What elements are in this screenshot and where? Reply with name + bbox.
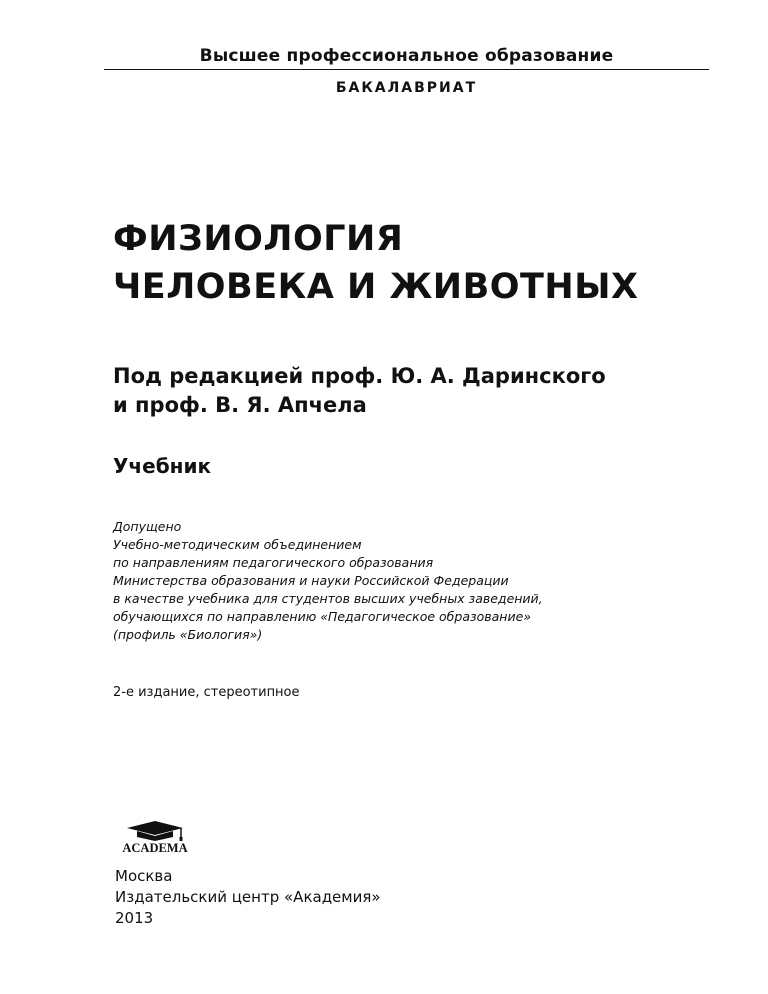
approval-line: по направлениям педагогического образования [113,555,434,570]
approval-notice [113,518,543,644]
edition-note: 2-е издание, стереотипное [113,685,300,700]
editors-line-1: Под редакцией проф. Ю. А. Даринского [113,364,606,388]
publisher-logo [113,820,197,860]
approval-line: Министерства образования и науки Российской Федерации [113,573,509,588]
editors [113,362,606,420]
editors-line-2: и проф. В. Я. Апчела [113,393,367,417]
publisher-logo-text: ACADEMA [122,841,188,855]
publication-year: 2013 [115,909,154,927]
publisher-name: Издательский центр «Академия» [115,888,381,906]
approval-line: Допущено [113,519,182,534]
publisher-city: Москва [115,867,173,885]
approval-line: в качестве учебника для студентов высших учебных заведений, [113,591,543,606]
book-title-line-2: ЧЕЛОВЕКА И ЖИВОТНЫХ [113,267,639,307]
imprint [115,866,381,929]
series-title: Высшее профессиональное образование [199,46,614,66]
approval-line: обучающихся по направлению «Педагогическое образование» [113,609,532,624]
approval-line: Учебно-методическим объединением [113,537,362,552]
book-title [113,215,638,311]
graduation-cap-icon [123,820,187,842]
book-title-line-1: ФИЗИОЛОГИЯ [113,219,404,259]
education-level: БАКАЛАВРИАТ [335,80,478,96]
book-type: Учебник [113,454,212,478]
header-divider [104,69,709,70]
approval-line: (профиль «Биология») [113,627,263,642]
